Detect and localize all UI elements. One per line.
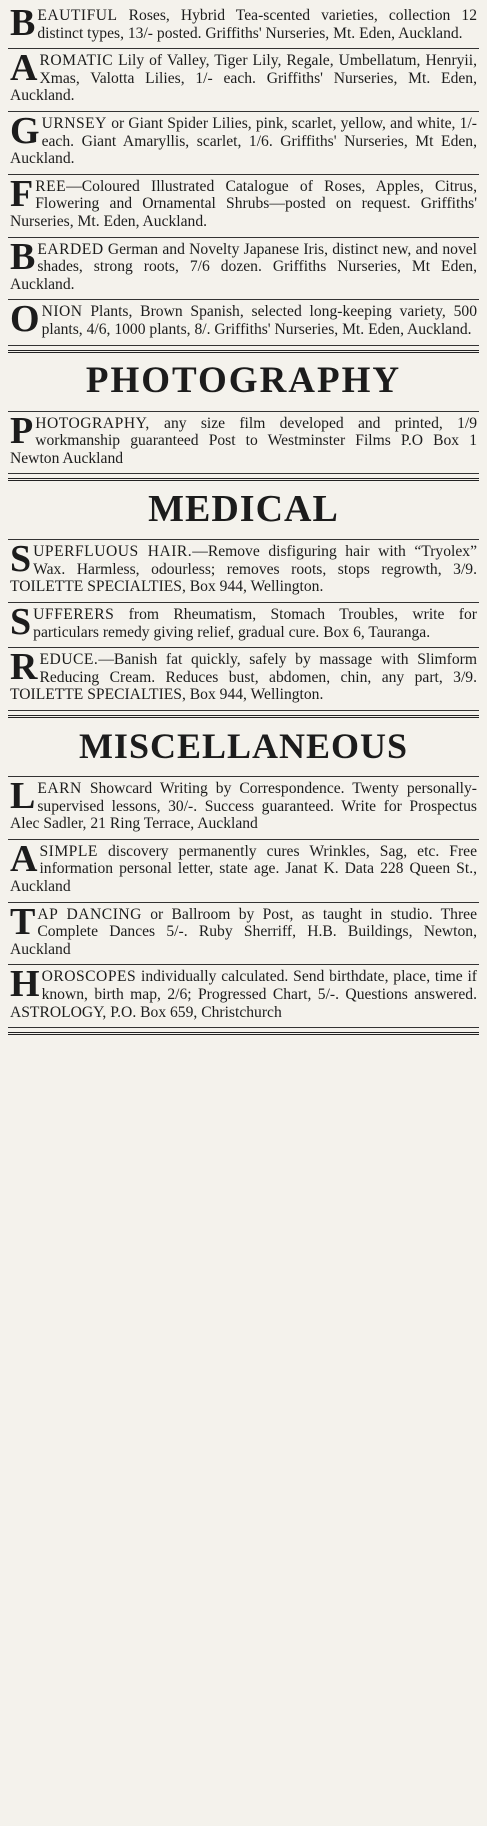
ad-text: Plants, Brown Spanish, selected long-keeping variety, 500 plants, 4/6, 1000 plants, 8/. Griffiths' Nurseries, Mt. Eden, Auckland. (41, 303, 477, 338)
ad-lead: UFFERERS (33, 606, 115, 624)
ad-aromatic-lily (8, 49, 479, 112)
drop-initial: S (10, 601, 32, 644)
drop-initial: F (10, 172, 34, 215)
classified-column (8, 0, 479, 1035)
ad-text: any size film developed and printed, 1/9 workmanship guaranteed Post to Westminster Films P.O Box 1 Newton Auckland (10, 414, 477, 467)
drop-initial: R (10, 646, 38, 689)
drop-initial: H (10, 963, 40, 1006)
ad-beautiful-roses (8, 4, 479, 49)
ad-lead: EARDED (37, 240, 104, 258)
ad-lead: UPERFLUOUS HAIR. (33, 543, 193, 561)
ad-text: Lily of Valley, Tiger Lily, Regale, Umbellatum, Henryii, Xmas, Valotta Lilies, 1/- each. Griffiths' Nurseries, Mt. Eden, Auckland. (10, 52, 477, 105)
ad-lead: EARN (37, 780, 82, 798)
ad-text: —Coloured Illustrated Catalogue of Roses, Apples, Citrus, Flowering and Ornamental Shrubs—posted on request. Griffiths' Nurseries, Mt. Eden, Auckland. (10, 177, 477, 230)
drop-initial: P (10, 409, 34, 452)
ad-lead: OROSCOPES (41, 968, 137, 986)
ad-text: —Banish fat quickly, safely by massage with Slimform Reducing Cream. Reduces bust, abdomen, chin, any part, 3/9. TOILETTE SPECIALTIES, Box 944, Wellington. (10, 651, 477, 704)
ad-horoscopes (8, 965, 479, 1028)
ad-reduce (8, 648, 479, 711)
ad-lead: AP DANCING (37, 905, 142, 923)
ad-lead: EAUTIFUL (37, 7, 118, 24)
ad-text: individually calculated. Send birthdate, place, time if known, birth map, 2/6; Progressed Chart, 5/-. Questions answered. ASTROLOGY, P.O. Box 659, Christchurch (10, 968, 477, 1021)
drop-initial: G (10, 109, 40, 152)
drop-initial: B (10, 235, 36, 278)
section-medical (8, 481, 479, 711)
ad-text: German and Novelty Japanese Iris, distinct new, and novel shades, strong roots, 7/6 dozen. Griffiths Nurseries, Mt Eden, Auckland. (10, 240, 477, 293)
drop-initial: L (10, 775, 36, 818)
ad-text: —Remove disfiguring hair with “Tryolex” Wax. Harmless, odourless; removes roots, stops regrowth, 3/9. TOILETTE SPECIALTIES, Box 944, Wellington. (10, 543, 477, 596)
ad-simple-discovery (8, 837, 479, 903)
drop-initial: O (10, 298, 40, 341)
ad-lead: ROMATIC (39, 52, 114, 70)
ad-text: or Giant Spider Lilies, pink, scarlet, yellow, and white, 1/- each. Giant Amaryllis, scarlet, 1/6. Griffiths' Nurseries, Mt Eden, Auckland. (10, 114, 477, 168)
section-nursery (8, 4, 479, 346)
ad-onion-plants (8, 300, 479, 345)
section-miscellaneous (8, 718, 479, 1028)
ad-lead: SIMPLE (39, 842, 98, 860)
section-heading: MISCELLANEOUS (8, 718, 479, 777)
ad-text: from Rheumatism, Stomach Troubles, write for particulars remedy giving relief, gradual cure. Box 6, Tauranga. (33, 606, 477, 641)
ad-superfluous-hair (8, 540, 479, 603)
ad-photography (8, 409, 479, 475)
ad-text: discovery permanently cures Wrinkles, Sag, etc. Free information personal letter, state age. Janat K. Data 228 Queen St., Auckland (10, 842, 477, 895)
ad-lead: URNSEY (41, 114, 107, 132)
ad-text: or Ballroom by Post, as taught in studio. Three Complete Dances 5/-. Ruby Sherriff, H.B. Buildings, Newton, Auckland (10, 905, 478, 958)
drop-initial: A (10, 47, 38, 90)
ad-lead: REE (35, 177, 67, 195)
section-heading: PHOTOGRAPHY (8, 353, 479, 412)
ad-lead: NION (41, 303, 83, 321)
ad-free-catalogue (8, 172, 479, 238)
ad-text: Roses, Hybrid Tea-scented varieties, collection 12 distinct types, 13/- posted. Griffiths' Nurseries, Mt. Eden, Auckland. (37, 7, 477, 42)
ad-lead: EDUCE. (39, 651, 99, 669)
drop-initial: A (10, 837, 38, 880)
drop-initial: T (10, 900, 36, 943)
section-divider (8, 1032, 479, 1035)
drop-initial: B (10, 2, 36, 44)
ad-gurnsey-lilies (8, 109, 479, 175)
ad-text: Showcard Writing by Correspondence. Twenty personally-supervised lessons, 30/-. Success guaranteed. Write for Prospectus Alec Sadler, 21 Ring Terrace, Auckland (10, 780, 477, 833)
ad-learn-showcard (8, 777, 479, 840)
section-heading: MEDICAL (8, 481, 479, 540)
ad-bearded-iris (8, 235, 479, 301)
ad-lead: HOTOGRAPHY, (35, 414, 150, 432)
section-photography (8, 353, 479, 475)
ad-sufferers (8, 603, 479, 648)
ad-tap-dancing (8, 900, 479, 966)
drop-initial: S (10, 538, 32, 581)
